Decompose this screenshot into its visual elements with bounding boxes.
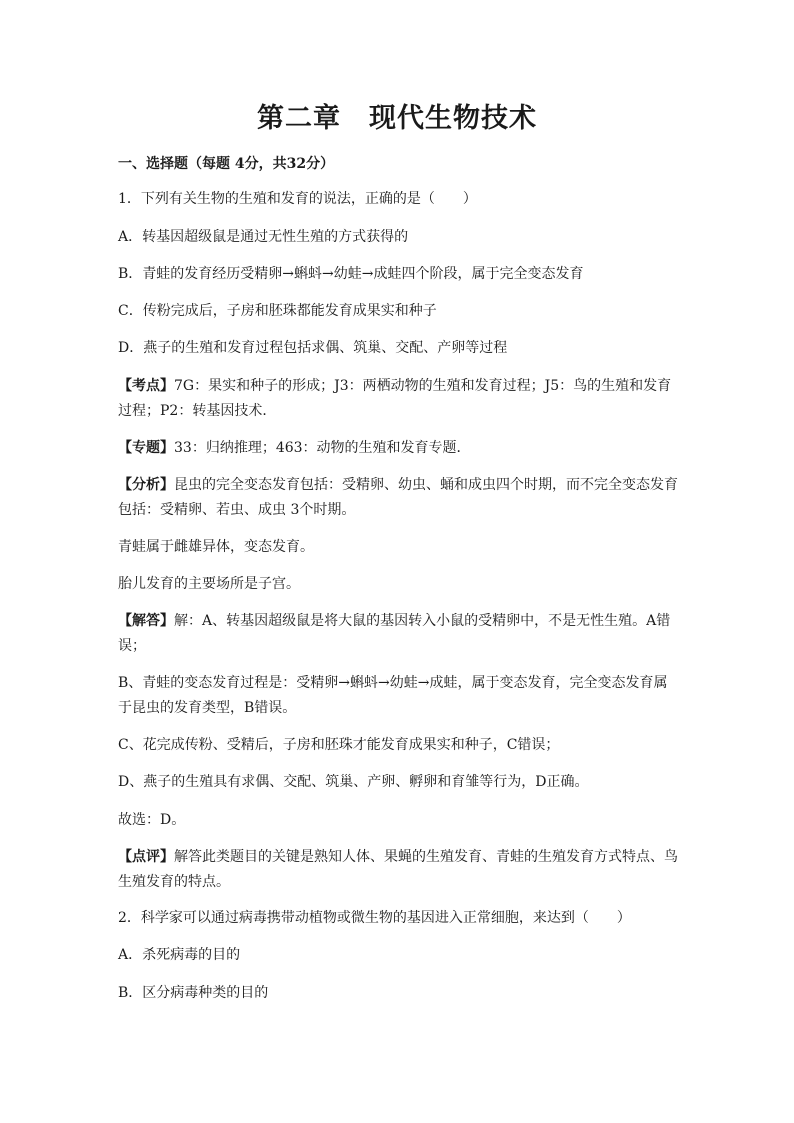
jieda-b-paragraph: B、青蛙的变态发育过程是：受精卵→蝌蚪→幼蛙→成蛙，属于变态发育，完全变态发育属于昆虫的发育类型，B错误。: [118, 675, 668, 716]
question-1-option-c: C．传粉完成后，子房和胚珠都能发育成果实和种子: [118, 303, 437, 319]
kaodian-paragraph: [118, 374, 678, 424]
question-2-stem: 2．科学家可以通过病毒携带动植物或微生物的基因进入正常细胞，来达到（ ）: [118, 910, 631, 926]
dianping-paragraph: [118, 845, 678, 895]
jieda-c-paragraph: C、花完成传粉、受精后，子房和胚珠才能发育成果实和种子，C错误；: [118, 737, 560, 753]
dianping-label: 【点评】: [118, 849, 174, 865]
question-1-option-a: A．转基因超级鼠是通过无性生殖的方式获得的: [118, 229, 409, 245]
dianping-text: 解答此类题目的关键是熟知人体、果蝇的生殖发育、青蛙的生殖发育方式特点、鸟生殖发育的特点。: [118, 849, 678, 890]
fenxi-line-2: 青蛙属于雌雄异体，变态发育。: [118, 539, 314, 555]
section-heading: 一、选择题（每题 4分，共32分）: [118, 156, 335, 172]
answer-line: 故选：D。: [118, 812, 186, 828]
question-2-option-a: A．杀死病毒的目的: [118, 947, 241, 963]
jieda-label: 【解答】: [118, 613, 174, 629]
question-1-option-b: B．青蛙的发育经历受精卵→蝌蚪→幼蛙→成蛙四个阶段，属于完全变态发育: [118, 266, 584, 282]
zhuanti-text: 33：归纳推理；463：动物的生殖和发育专题．: [174, 440, 471, 456]
question-2-option-b: B．区分病毒种类的目的: [118, 985, 269, 1001]
jieda-d-paragraph: D、燕子的生殖具有求偶、交配、筑巢、产卵、孵卵和育雏等行为，D正确。: [118, 774, 589, 790]
question-1-option-d: D．燕子的生殖和发育过程包括求偶、筑巢、交配、产卵等过程: [118, 340, 508, 356]
zhuanti-paragraph: [118, 436, 678, 461]
zhuanti-label: 【专题】: [118, 440, 174, 456]
fenxi-line-3: 胎儿发育的主要场所是子宫。: [118, 576, 300, 592]
jieda-text: 解：A、转基因超级鼠是将大鼠的基因转入小鼠的受精卵中，不是无性生殖。A错误；: [118, 613, 671, 654]
jieda-paragraph: [118, 609, 678, 659]
fenxi-text: 昆虫的完全变态发育包括：受精卵、幼虫、蛹和成虫四个时期，而不完全变态发育包括：受精卵、若虫、成虫 3个时期。: [118, 477, 678, 518]
kaodian-text: 7G：果实和种子的形成；J3：两栖动物的生殖和发育过程；J5：鸟的生殖和发育过程；P2：转基因技术．: [118, 378, 672, 419]
fenxi-label: 【分析】: [118, 477, 174, 493]
document-title: 第二章 现代生物技术: [257, 103, 537, 134]
fenxi-paragraph: [118, 473, 678, 523]
question-1-stem: 1．下列有关生物的生殖和发育的说法，正确的是（ ）: [118, 191, 477, 207]
kaodian-label: 【考点】: [118, 378, 174, 394]
